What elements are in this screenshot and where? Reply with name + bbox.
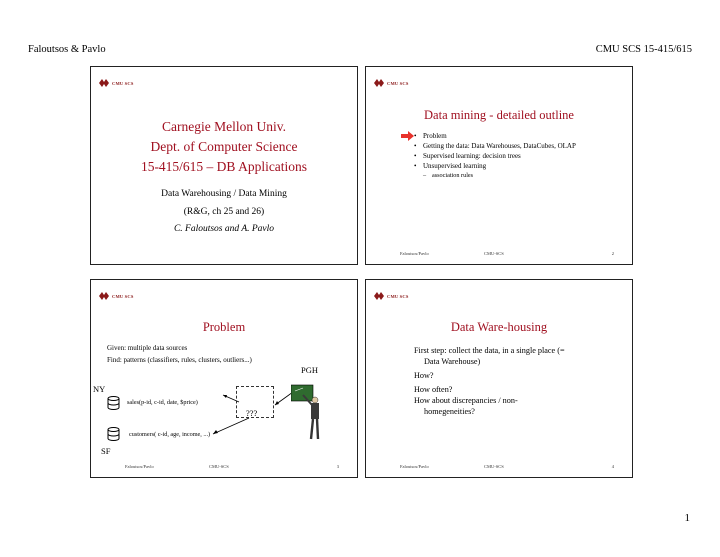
slide-4-body	[414, 345, 624, 417]
body-line: First step: collect the data, in a single place (=	[414, 346, 565, 355]
logo-text: CMU SCS	[112, 80, 134, 86]
slide-number: 2	[611, 251, 614, 256]
cmu-logo-icon	[99, 79, 109, 87]
slide-footer-center: CMU-SCS	[484, 464, 504, 469]
slide-1-reference: (R&G, ch 25 and 26)	[183, 207, 265, 217]
slide-1-subtitle: Data Warehousing / Data Mining	[161, 189, 287, 199]
slide-1	[90, 66, 358, 265]
slide-4-title: Data Ware-housing	[450, 320, 548, 334]
slide-footer-left: Faloutsos/Pavlo	[400, 464, 429, 469]
database-icon	[107, 427, 120, 441]
logo-text: CMU SCS	[387, 80, 409, 86]
page-number: 1	[684, 512, 690, 524]
page-header-right: CMU SCS 15-415/615	[595, 44, 692, 55]
customers-table-label: customers( c-id, age, income, ...)	[129, 431, 211, 438]
database-icon	[107, 396, 120, 410]
city-ny: NY	[93, 384, 106, 394]
slide-1-authors: C. Faloutsos and A. Pavlo	[173, 224, 275, 234]
slide-footer-left: Faloutsos/Pavlo	[400, 251, 429, 256]
logo-text: CMU SCS	[387, 293, 409, 299]
title-line: Carnegie Mellon Univ.	[162, 119, 286, 134]
cmu-logo-icon	[374, 292, 384, 300]
outline-item: • Unsupervised learning	[414, 161, 624, 171]
arrow-icon	[211, 416, 251, 436]
title-line: 15-415/615 – DB Applications	[140, 159, 308, 174]
slide-number: 3	[336, 464, 339, 469]
body-line: How often?	[414, 385, 453, 394]
title-line: Dept. of Computer Science	[150, 139, 298, 154]
cmu-logo	[99, 292, 134, 300]
slide-footer-center: CMU-SCS	[484, 251, 504, 256]
slide-1-title	[91, 117, 357, 177]
arrow-icon	[221, 392, 241, 404]
body-line: How about discrepancies / non-	[414, 396, 518, 405]
cmu-logo-icon	[99, 292, 109, 300]
cmu-logo	[374, 79, 409, 87]
find-text: Find: patterns (classifiers, rules, clusters, outliers...)	[107, 356, 252, 364]
slide-4	[365, 279, 633, 478]
sales-table-label: sales(p-id, c-id, date, $price)	[127, 399, 198, 406]
outline-item: • Problem	[414, 131, 624, 141]
body-line: How?	[414, 371, 434, 380]
body-line: homegeneities?	[424, 407, 475, 416]
cmu-logo	[374, 292, 409, 300]
current-item-arrow-icon	[401, 131, 414, 141]
outline-item: • Getting the data: Data Warehouses, DataCubes, OLAP	[414, 141, 624, 151]
outline-list	[414, 131, 624, 181]
given-text: Given: multiple data sources	[107, 344, 188, 352]
city-pgh: PGH	[301, 365, 319, 375]
outline-sub-item: – association rules	[414, 171, 624, 181]
question-text: ???	[246, 408, 258, 418]
slide-footer-center: CMU-SCS	[209, 464, 229, 469]
slide-3-title: Problem	[202, 320, 246, 334]
body-line: Data Warehouse)	[424, 357, 481, 366]
city-sf: SF	[101, 446, 111, 456]
slide-3	[90, 279, 358, 478]
outline-item: • Supervised learning: decision trees	[414, 151, 624, 161]
slide-2-title: Data mining - detailed outline	[424, 108, 574, 122]
page-header-left: Faloutsos & Pavlo	[28, 44, 106, 55]
slide-2	[365, 66, 633, 265]
logo-text: CMU SCS	[112, 293, 134, 299]
cmu-logo-icon	[374, 79, 384, 87]
slide-number: 4	[611, 464, 614, 469]
presenter-icon	[291, 383, 323, 441]
cmu-logo	[99, 79, 134, 87]
slide-footer-left: Faloutsos/Pavlo	[125, 464, 154, 469]
